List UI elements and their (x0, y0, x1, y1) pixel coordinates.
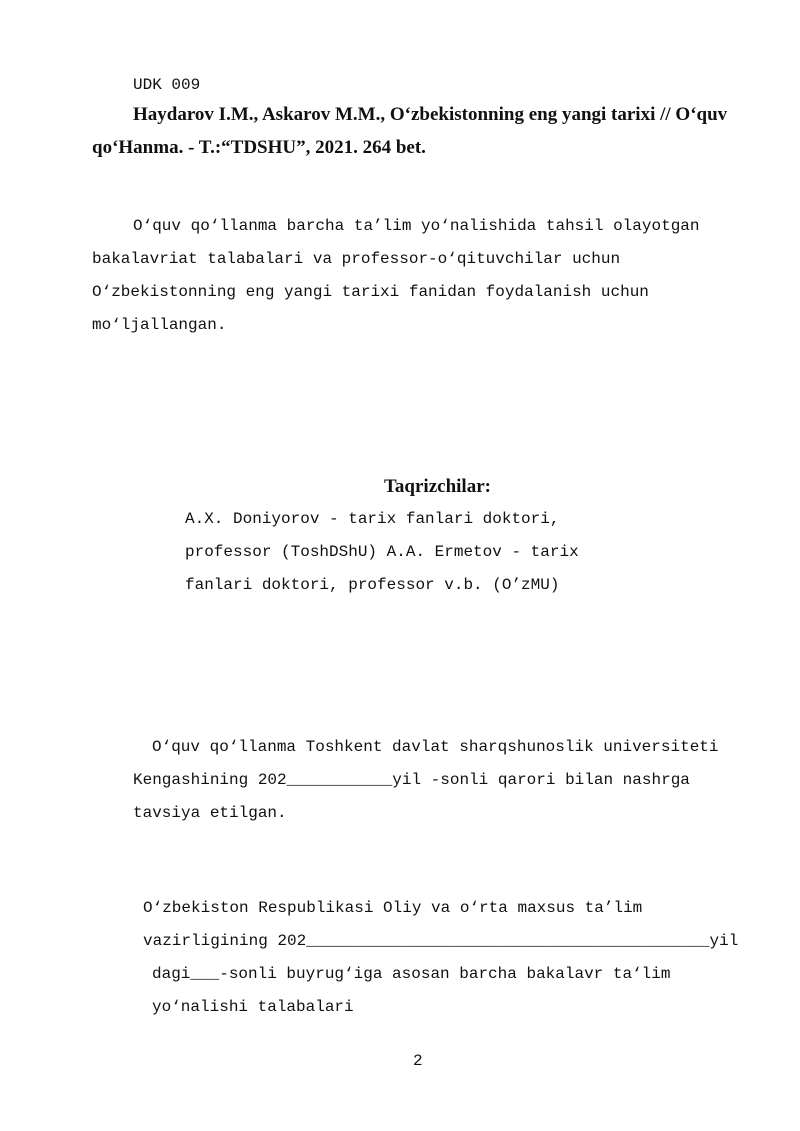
recommendation-line-2: Kengashining 202___________yil -sonli qarori bilan nashrga (133, 771, 690, 789)
ministry-line-3: dagi___-sonli buyrug‘iga asosan barcha bakalavr ta‘lim (152, 965, 671, 983)
ministry-line-2: vazirligining 202__________________________________________yil (143, 932, 739, 950)
annotation-line-2: bakalavriat talabalari va professor-o‘qituvchilar uchun (92, 250, 621, 268)
ministry-order-statement (143, 899, 739, 1016)
annotation-line-3: O‘zbekistonning eng yangi tarixi fanidan foydalanish uchun (92, 283, 649, 301)
citation-line-2: qo‘Hanma. - T.:“TDSHU”, 2021. 264 bet. (92, 137, 426, 158)
reviewers-line-2: professor (ToshDShU) A.A. Ermetov - tarix (185, 543, 579, 561)
annotation-line-1: O‘quv qo‘llanma barcha ta’lim yo‘nalishida tahsil olayotgan (133, 217, 700, 235)
reviewers-line-1: A.X. Doniyorov - tarix fanlari doktori, (185, 510, 560, 528)
annotation-line-4: mo‘ljallangan. (92, 316, 227, 334)
udk-code: UDK 009 (133, 76, 201, 94)
recommendation-line-3: tavsiya etilgan. (133, 804, 287, 822)
recommendation-line-1: O‘quv qo‘llanma Toshkent davlat sharqshunoslik universiteti (152, 738, 719, 756)
publication-recommendation (133, 738, 719, 822)
reviewers-list (185, 510, 579, 594)
citation-line-1: Haydarov I.M., Askarov M.M., O‘zbekistonning eng yangi tarixi // O‘quv (133, 104, 728, 125)
ministry-line-1: O‘zbekiston Respublikasi Oliy va o‘rta maxsus ta’lim (143, 899, 643, 917)
annotation-paragraph (92, 217, 700, 334)
page-number: 2 (413, 1052, 423, 1070)
reviewers-line-3: fanlari doktori, professor v.b. (O’zMU) (185, 576, 560, 594)
ministry-line-4: yo‘nalishi talabalari (152, 998, 354, 1016)
reviewers-heading: Taqrizchilar: (384, 476, 491, 497)
